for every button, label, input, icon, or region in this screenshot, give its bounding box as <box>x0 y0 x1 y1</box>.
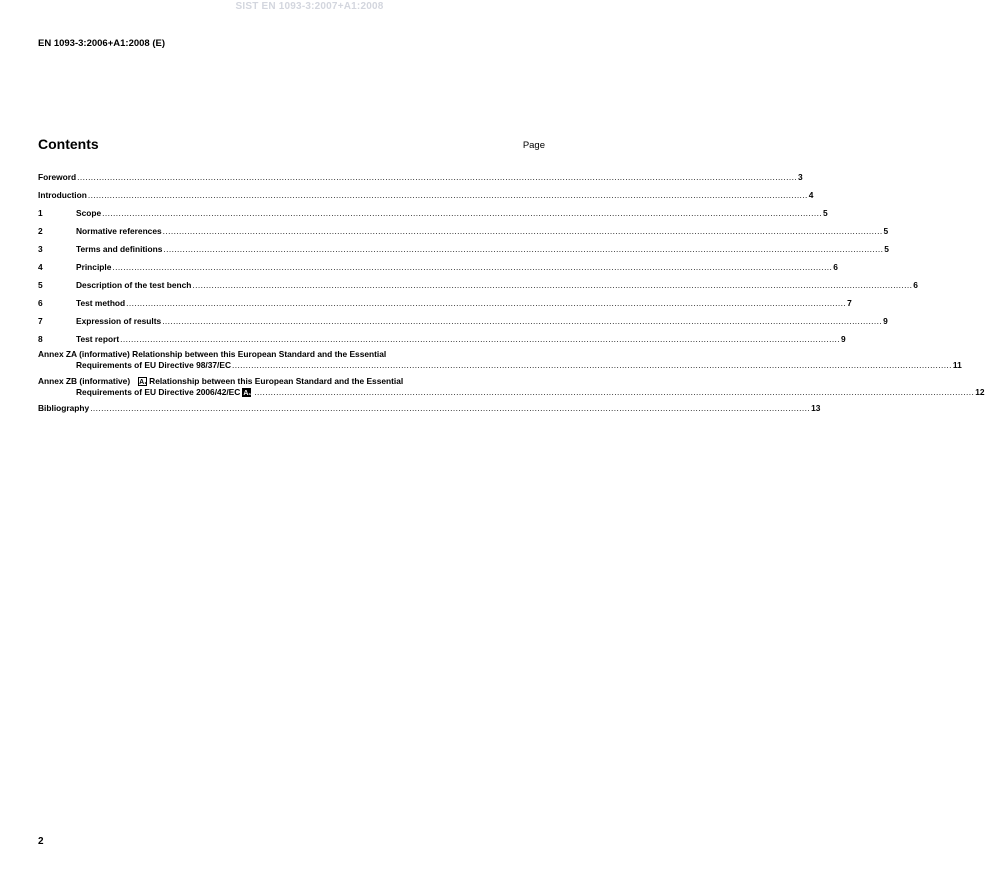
toc-number: 6 <box>38 298 43 308</box>
toc-number: 4 <box>38 262 43 272</box>
leader-dots: ........................................................................................................................................................................................................................................................................ <box>77 172 798 182</box>
toc-number: 1 <box>38 208 43 218</box>
toc-entry-expression-of-results[interactable] <box>38 316 888 327</box>
toc-title: Description of the test bench <box>76 280 192 290</box>
page-column-label: Page <box>522 140 545 151</box>
leader-dots: ........................................................................................................................................................................................................................................................................ <box>163 244 884 254</box>
leader-dots: ........................................................................................................................................................................................................................................................................ <box>254 387 975 397</box>
toc-number: 2 <box>38 226 43 236</box>
toc-page: 3 <box>798 172 803 182</box>
amendment-end-marker-icon: A₁ <box>243 390 252 397</box>
leader-dots: ........................................................................................................................................................................................................................................................................ <box>126 298 847 308</box>
toc-page: 7 <box>847 298 852 308</box>
toc-title: Scope <box>76 208 102 218</box>
toc-entry-annex-za[interactable] <box>38 349 962 371</box>
toc-page: 12 <box>975 387 985 397</box>
toc-title-line1-prefix: Annex ZB (informative) <box>38 376 131 386</box>
table-of-contents <box>38 172 985 414</box>
toc-entry-test-report[interactable] <box>38 334 846 345</box>
toc-number: 5 <box>38 280 43 290</box>
toc-page: 5 <box>884 244 889 254</box>
toc-entry-introduction[interactable] <box>38 190 814 201</box>
toc-page: 4 <box>808 190 814 200</box>
toc-title: Test method <box>76 298 126 308</box>
toc-entry-test-method[interactable] <box>38 298 852 309</box>
toc-entry-principle[interactable] <box>38 262 838 273</box>
toc-title: Normative references <box>76 226 162 236</box>
toc-number: 8 <box>38 334 43 344</box>
toc-title: Bibliography <box>38 403 90 413</box>
toc-entry-test-bench[interactable] <box>38 280 918 291</box>
toc-title: Terms and definitions <box>76 244 163 254</box>
toc-page: 5 <box>883 226 889 236</box>
toc-page: 6 <box>833 262 838 272</box>
toc-title: Introduction <box>38 190 87 200</box>
toc-entry-normative-references[interactable] <box>38 226 889 237</box>
leader-dots: ........................................................................................................................................................................................................................................................................ <box>232 360 952 370</box>
toc-entry-annex-zb[interactable] <box>38 376 985 398</box>
toc-page: 6 <box>913 280 918 290</box>
toc-entry-bibliography[interactable] <box>38 403 821 414</box>
toc-title: Test report <box>76 334 120 344</box>
toc-title-line1-rest: Relationship between this European Standard and the Essential <box>149 376 404 386</box>
toc-page: 9 <box>841 334 846 344</box>
leader-dots: ........................................................................................................................................................................................................................................................................ <box>87 190 808 200</box>
toc-entry-foreword[interactable] <box>38 172 803 183</box>
toc-title: Expression of results <box>76 316 162 326</box>
toc-number: 3 <box>38 244 43 254</box>
toc-number: 7 <box>38 316 43 326</box>
toc-page: 9 <box>883 316 888 326</box>
toc-title-line1: Annex ZA (informative) Relationship between this European Standard and the Essential <box>38 349 387 359</box>
toc-entry-terms-and-definitions[interactable] <box>38 244 889 255</box>
leader-dots: ........................................................................................................................................................................................................................................................................ <box>112 262 833 272</box>
contents-title: Contents <box>38 136 99 152</box>
toc-page: 11 <box>952 360 962 370</box>
leader-dots: ........................................................................................................................................................................................................................................................................ <box>192 280 913 290</box>
leader-dots: ........................................................................................................................................................................................................................................................................ <box>162 226 883 236</box>
page-number: 2 <box>38 836 44 847</box>
toc-title-line2: Requirements of EU Directive 2006/42/EC <box>76 387 241 397</box>
toc-title-line2: Requirements of EU Directive 98/37/EC <box>76 360 231 370</box>
toc-page: 5 <box>823 208 828 218</box>
watermark: SIST EN 1093-3:2007+A1:2008 <box>235 1 384 12</box>
leader-dots: ........................................................................................................................................................................................................................................................................ <box>162 316 883 326</box>
amendment-start-marker-icon: A₁ <box>139 379 148 386</box>
toc-title: Foreword <box>38 172 77 182</box>
leader-dots: ........................................................................................................................................................................................................................................................................ <box>90 403 811 413</box>
toc-title: Principle <box>76 262 112 272</box>
document-id: EN 1093-3:2006+A1:2008 (E) <box>38 38 166 49</box>
toc-entry-scope[interactable] <box>38 208 828 219</box>
leader-dots: ........................................................................................................................................................................................................................................................................ <box>102 208 823 218</box>
toc-page: 13 <box>811 403 821 413</box>
leader-dots: ........................................................................................................................................................................................................................................................................ <box>120 334 841 344</box>
